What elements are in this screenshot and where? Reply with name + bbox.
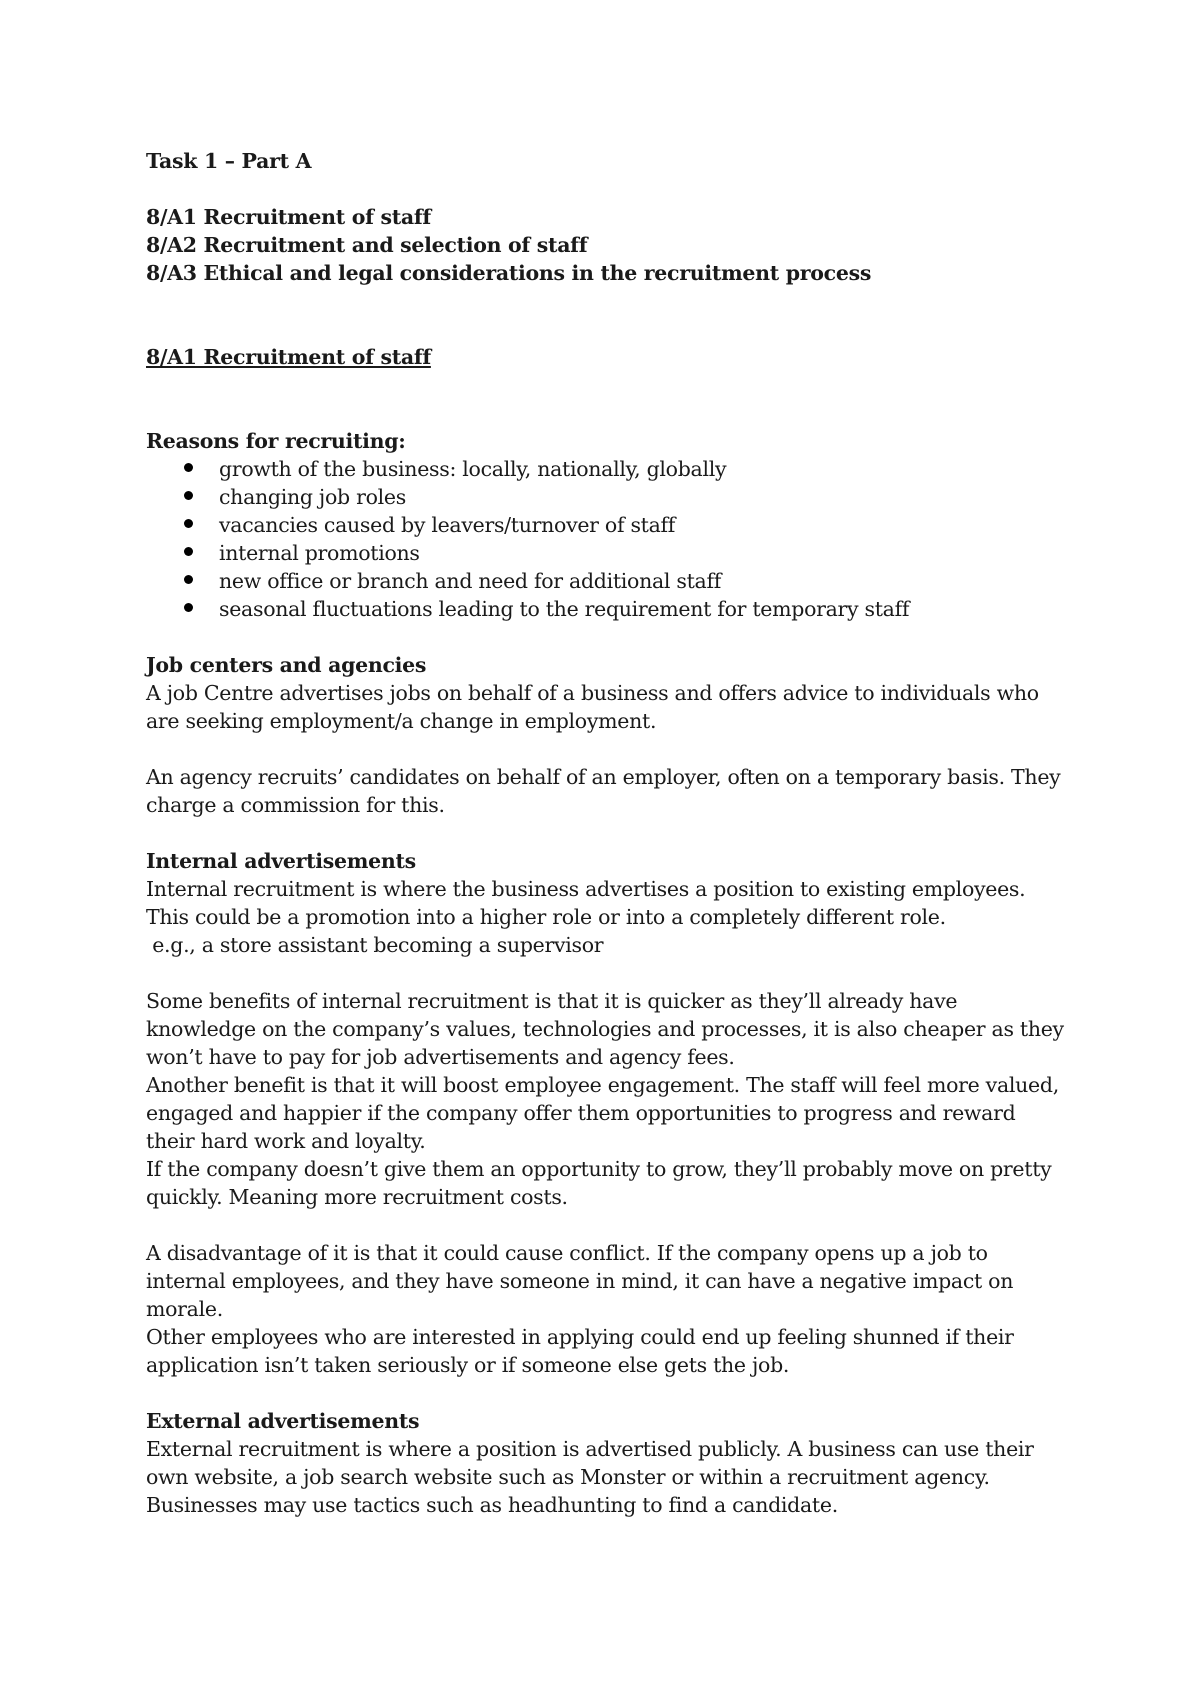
section-heading: 8/A1 Recruitment of staff: [146, 345, 431, 369]
internal-example: e.g., a store assistant becoming a supervisor: [146, 933, 604, 957]
internal-disadvantage-paragraph: A disadvantage of it is that it could cause conflict. If the company opens up a job to internal employees, and they have someone in mind, it can have a negative impact on morale.: [146, 1241, 1014, 1321]
reasons-list-item: new office or branch and need for additional staff: [146, 567, 1066, 595]
internal-paragraph: Internal recruitment is where the business advertises a position to existing employees. This could be a promotion into a higher role or into a completely different role.: [146, 877, 1026, 929]
document-title: Task 1 – Part A: [146, 149, 312, 173]
reasons-list-item: changing job roles: [146, 483, 1066, 511]
internal-heading: Internal advertisements: [146, 849, 416, 873]
internal-benefits-paragraph: Some benefits of internal recruitment is that it is quicker as they’ll already have knowledge on the company’s values, technologies and processes, it is also cheaper as they won’t have to pay for job advertisements and agency fees.: [146, 989, 1064, 1069]
internal-engagement-paragraph: Another benefit is that it will boost employee engagement. The staff will feel more valued, engaged and happier if the company offer them opportunities to progress and reward their hard work and loyalty.: [146, 1073, 1059, 1153]
document-page: [146, 147, 1066, 1519]
internal-growth-paragraph: If the company doesn’t give them an opportunity to grow, they’ll probably move on pretty quickly. Meaning more recruitment costs.: [146, 1157, 1052, 1209]
external-paragraph: External recruitment is where a position is advertised publicly. A business can use their own website, a job search website such as Monster or within a recruitment agency.: [146, 1437, 1034, 1489]
reasons-list-item: vacancies caused by leavers/turnover of staff: [146, 511, 1066, 539]
outline-item: 8/A3 Ethical and legal considerations in the recruitment process: [146, 261, 872, 285]
reasons-list-item: growth of the business: locally, nationally, globally: [146, 455, 1066, 483]
outline-item: 8/A1 Recruitment of staff: [146, 205, 431, 229]
job-centers-paragraph: A job Centre advertises jobs on behalf of a business and offers advice to individuals who are seeking employment/a change in employment.: [146, 681, 1039, 733]
internal-shunned-paragraph: Other employees who are interested in applying could end up feeling shunned if their application isn’t taken seriously or if someone else gets the job.: [146, 1325, 1014, 1377]
agency-paragraph: An agency recruits’ candidates on behalf of an employer, often on a temporary basis. They charge a commission for this.: [146, 765, 1061, 817]
job-centers-heading: Job centers and agencies: [146, 653, 427, 677]
reasons-list-item: seasonal fluctuations leading to the requirement for temporary staff: [146, 595, 1066, 623]
external-heading: External advertisements: [146, 1409, 420, 1433]
reasons-list: [146, 455, 1066, 623]
reasons-list-item: internal promotions: [146, 539, 1066, 567]
external-headhunting-paragraph: Businesses may use tactics such as headhunting to find a candidate.: [146, 1493, 838, 1517]
outline-item: 8/A2 Recruitment and selection of staff: [146, 233, 588, 257]
reasons-heading: Reasons for recruiting:: [146, 429, 406, 453]
